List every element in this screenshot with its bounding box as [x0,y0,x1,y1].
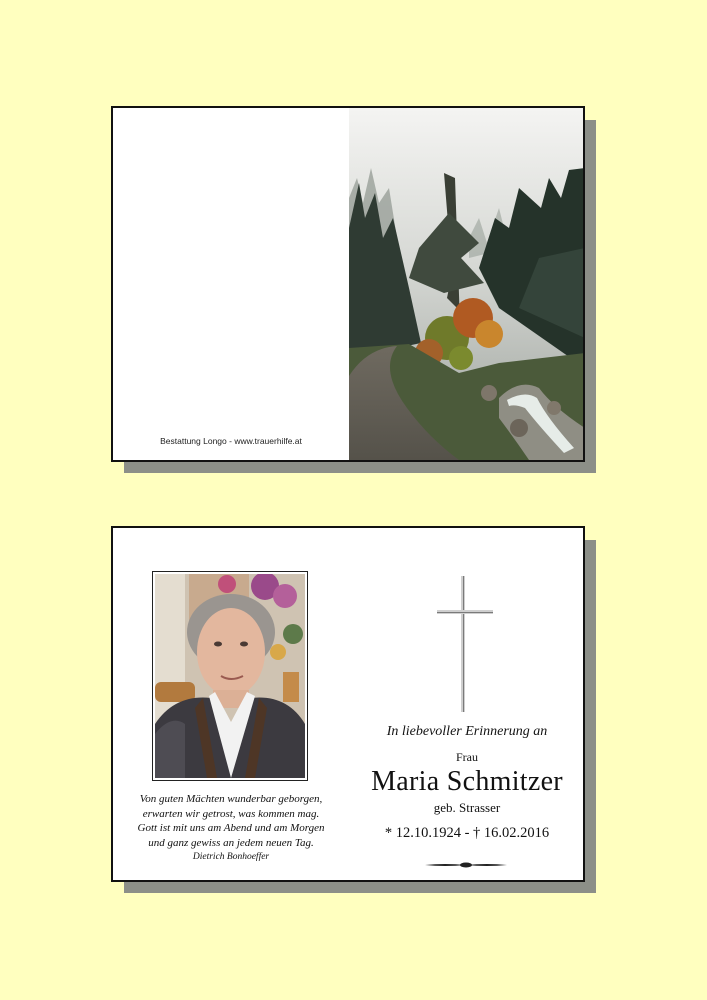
deceased-name: Maria Schmitzer [371,766,563,797]
card-outside [111,106,585,462]
birth-name: geb. Strasser [433,800,501,815]
publisher-credit: Bestattung Longo - www.trauerhilfe.at [160,436,302,446]
salutation: Frau [456,750,478,764]
portrait-photo [152,571,308,781]
poem-line: erwarten wir getrost, was kommen mag. [142,807,320,820]
cross-icon [435,574,495,719]
ornament-divider [425,856,507,874]
card-inside [111,526,585,882]
poem-line: Gott ist mit uns am Abend und am Morgen [137,822,325,834]
poem-line: und ganz gewiss an jedem neuen Tag. [148,836,314,849]
poem-line: Von guten Mächten wunderbar geborgen, [139,793,323,805]
landscape-photo [349,108,585,460]
poem [113,792,349,865]
memoriam-heading: In liebevoller Erinnerung an [386,724,548,739]
life-dates: * 12.10.1924 - † 16.02.2016 [384,825,550,841]
poem-author: Dietrich Bonhoeffer [192,852,270,862]
